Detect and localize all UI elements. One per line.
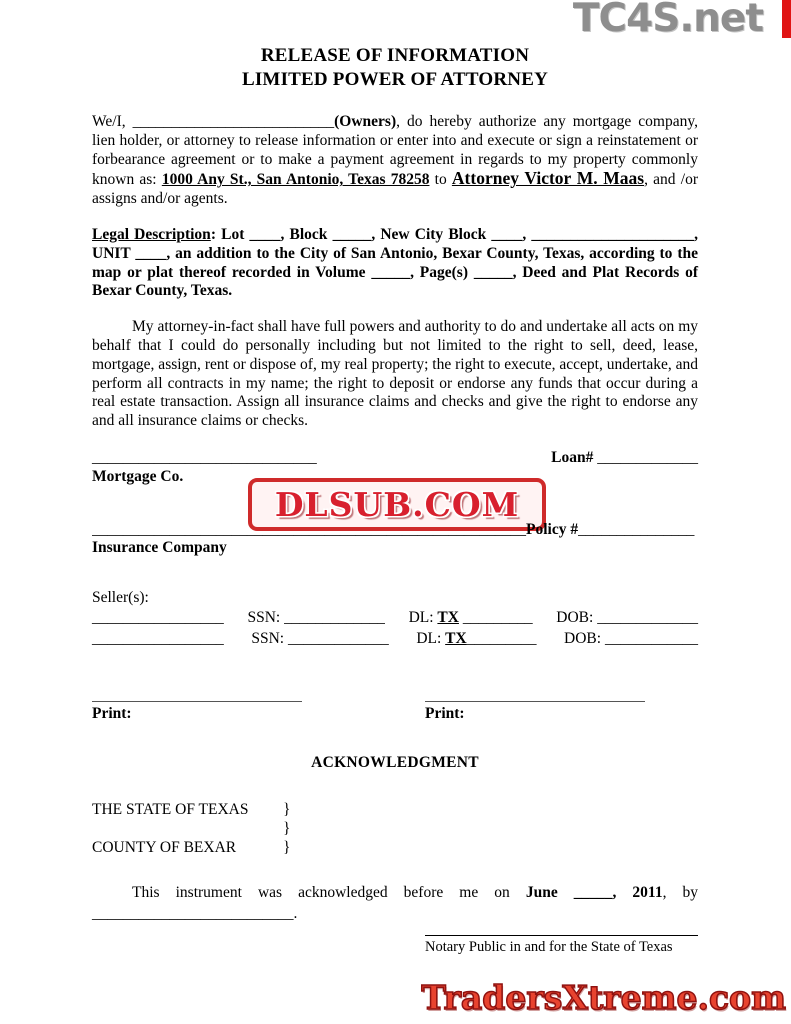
policy-number-label: Policy #	[526, 520, 579, 538]
seller1-ssn-label: SSN:	[247, 609, 281, 627]
print-label-left: Print:	[92, 704, 132, 722]
print-labels	[92, 705, 698, 723]
mortgage-co-blank: _____________________________	[92, 448, 317, 466]
insurance-blank-left: ________________________________________________________	[92, 520, 526, 538]
legal-description-label: Legal Description	[92, 225, 211, 243]
seller2-ssn-blank: _____________	[284, 629, 389, 647]
seller2-name-blank: _________________	[92, 629, 224, 647]
mortgage-co-label: Mortgage Co.	[92, 467, 184, 485]
seller1-ssn-blank: _____________	[280, 609, 385, 627]
seller2-dl-label: DL:	[416, 629, 446, 647]
statement-by: , by	[662, 883, 699, 901]
state-row	[92, 800, 698, 819]
authorization-body: , do hereby authorize any mortgage company, lien holder, or attorney to release information or enter into and execute or sign a reinstatement or forbearance agreement or to make a payment agreement in regards to my property commonly known as:	[92, 113, 698, 189]
seller2-dl-state: TX	[445, 629, 467, 647]
acknowledgment-statement	[92, 883, 698, 924]
document-title	[92, 44, 698, 92]
property-address: 1000 Any St., San Antonio, Texas 78258	[161, 171, 430, 189]
title-line-2: LIMITED POWER OF ATTORNEY	[241, 69, 549, 90]
watermark-tradersxtreme: TradersXtreme.com	[421, 978, 786, 1017]
seller1-dob-blank: _____________	[593, 609, 698, 627]
acknowledgment-heading: ACKNOWLEDGMENT	[311, 753, 479, 771]
notary-caption: Notary Public in and for the State of Texas	[425, 938, 673, 955]
notary-signature-line	[425, 935, 698, 936]
policy-number-blank: _______________	[578, 520, 695, 538]
brace-middle-row	[92, 819, 698, 838]
seller2-dl-blank: _________	[466, 629, 537, 647]
seller1-dl-state: TX	[437, 609, 459, 627]
statement-by-blank: __________________________.	[92, 905, 298, 923]
insurance-company-label: Insurance Company	[92, 539, 227, 557]
authorization-lead: We/I,	[92, 113, 133, 130]
to-word: to	[429, 171, 452, 189]
loan-number-blank: _____________	[593, 448, 698, 466]
mortgage-loan-row	[92, 449, 698, 468]
document-content	[92, 44, 698, 956]
brace-1: }	[283, 800, 291, 818]
statement-lead: This instrument was acknowledged before me on	[132, 883, 526, 901]
owners-label: (Owners)	[334, 113, 397, 130]
loan-number-label: Loan#	[551, 448, 594, 466]
seller1-dl-blank: _________	[458, 609, 533, 627]
insurance-policy-row	[92, 521, 698, 540]
seller1-name-blank: _________________	[92, 609, 224, 627]
seller1-dl-label: DL:	[408, 609, 438, 627]
state-label: THE STATE OF TEXAS	[92, 800, 249, 818]
owners-blank: __________________________	[132, 113, 335, 130]
authorization-paragraph	[92, 113, 698, 209]
county-label: COUNTY OF BEXAR	[92, 838, 237, 856]
seller-row-2	[92, 630, 698, 649]
seller2-dob-blank: ____________	[601, 629, 698, 647]
watermark-dlsub-text: DLSUB.COM	[274, 485, 520, 524]
print-signature-lines	[92, 701, 698, 702]
seller2-dob-label: DOB:	[564, 629, 602, 647]
legal-description-paragraph	[92, 226, 698, 301]
sellers-heading: Seller(s):	[92, 589, 149, 607]
brace-3: }	[283, 838, 291, 856]
print-label-right: Print:	[425, 704, 465, 722]
brace-2: }	[283, 819, 291, 837]
statement-date: June _____, 2011	[525, 883, 663, 901]
powers-paragraph: My attorney-in-fact shall have full powers and authority to do and undertake all acts on my behalf that I could do personally including but not limited to the right to sell, deed, lease, mortgage, assign, rent or dispose of, my real property; the right to execute, accept, undertake, and perform all contracts in my name; the right to deposit or endorse any funds that occur during a real estate transaction. Assign all insurance claims and checks and give the right to endorse any and all insurance claims or checks.	[92, 318, 698, 430]
seller1-dob-label: DOB:	[556, 609, 594, 627]
title-line-1: RELEASE OF INFORMATION	[260, 45, 530, 66]
print-line-left	[92, 701, 302, 702]
state-county-block	[92, 800, 698, 857]
attorney-name: Attorney Victor M. Maas	[451, 168, 645, 189]
county-row	[92, 838, 698, 857]
print-line-right	[425, 701, 645, 702]
notary-block	[425, 935, 698, 956]
red-edge-bar	[782, 0, 791, 38]
seller-row-1	[92, 609, 698, 628]
watermark-tc4s-logo: TC4S.net	[572, 0, 763, 41]
seller2-ssn-label: SSN:	[251, 629, 285, 647]
legal-description-body: : Lot ____, Block _____, New City Block ____, _____________________, UNIT ____, an addition to the City of San Antonio, Bexar County, Texas, according to the map or plat thereof recorded in Volume _____, Page(s) _____, Deed and Plat Records of Bexar County, Texas.	[92, 225, 698, 300]
authorization-tail: , and /or assigns and/or agents.	[92, 171, 698, 208]
statement-line-1	[92, 883, 698, 903]
